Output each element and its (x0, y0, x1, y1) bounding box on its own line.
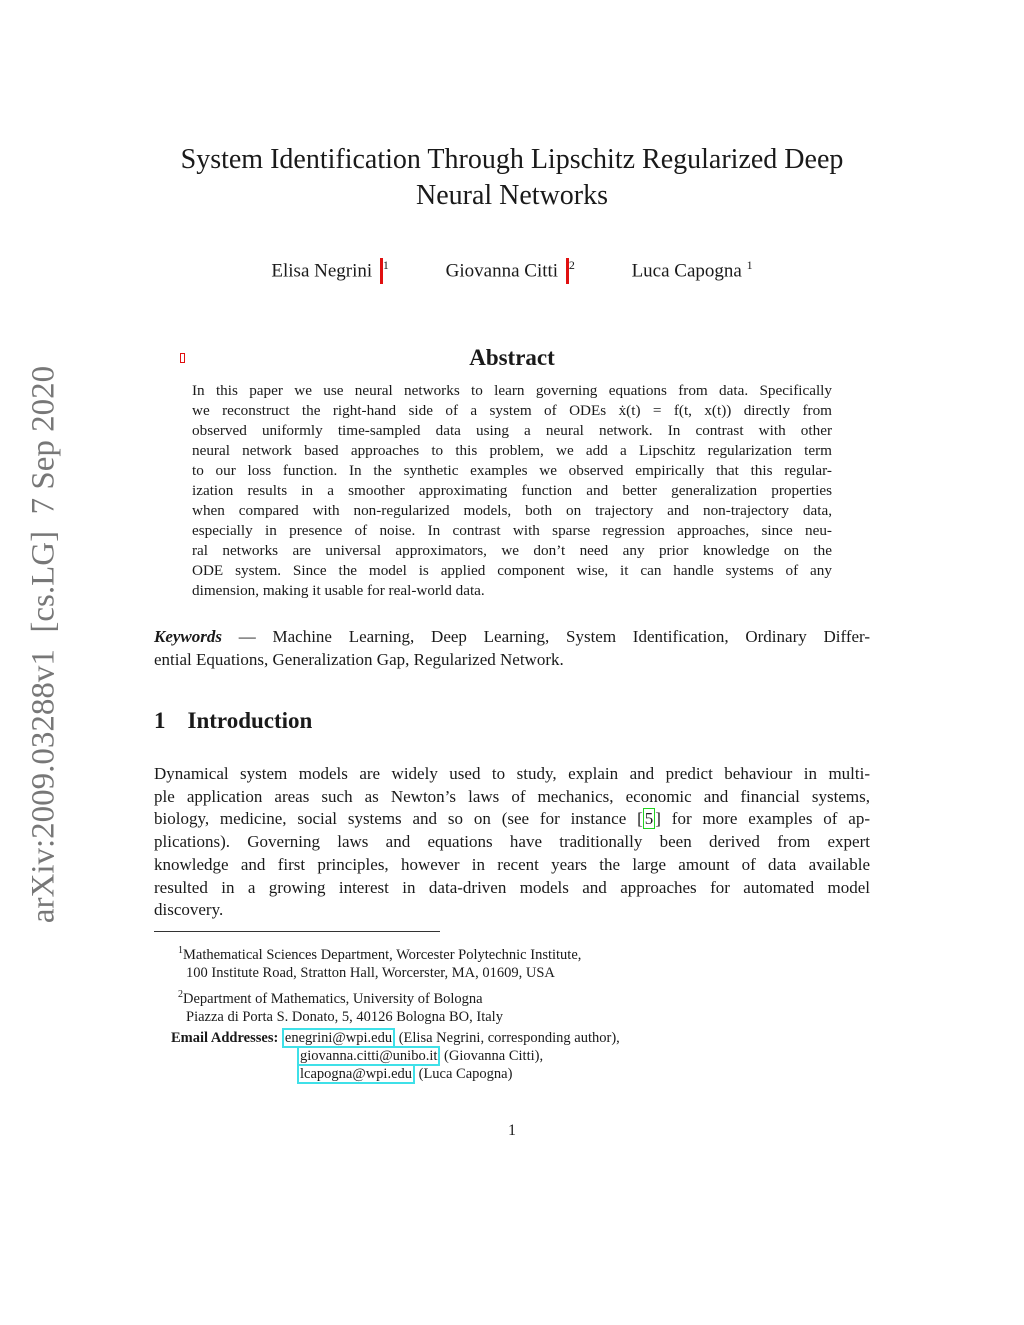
email-note: (Giovanna Citti), (444, 1048, 544, 1064)
abstract-line: observed uniformly time-sampled data using a neural network. In contrast with other (192, 422, 832, 439)
author-name: Giovanna Citti (445, 260, 559, 282)
email-addresses (171, 1029, 620, 1083)
footnote-1 (178, 942, 581, 982)
body-line: biology, medicine, social systems and so on (see for instance [ 5 ] for more examples of ap- (154, 809, 870, 829)
author (632, 258, 753, 282)
author (271, 258, 389, 284)
email-line (171, 1029, 620, 1047)
page-number: 1 (508, 1122, 516, 1139)
affiliation-mark[interactable]: 2 (568, 258, 575, 272)
email-label: Email Addresses: (171, 1030, 279, 1046)
abstract-line: In this paper we use neural networks to learn governing equations from data. Specifically (192, 382, 832, 399)
citation-link[interactable]: 5 (644, 809, 654, 829)
title-line: System Identification Through Lipschitz Regularized Deep (180, 144, 844, 175)
abstract-heading: Abstract (469, 345, 555, 370)
keywords-text: — Machine Learning, Deep Learning, System Identification, Ordinary Differ- (238, 627, 871, 646)
email-link[interactable]: enegrini@wpi.edu (282, 1028, 395, 1048)
paper-title (0, 142, 1024, 214)
abstract-line: especially in presence of noise. In contrast with sparse regression approaches, since neu- (192, 522, 832, 539)
email-note: (Elisa Negrini, corresponding author), (398, 1030, 620, 1046)
body-line: discovery. (154, 900, 224, 920)
arxiv-identifier: arXiv:2009.03288v1 [cs.LG] 7 Sep 2020 (25, 365, 62, 924)
footnote-line (178, 942, 581, 964)
footnote-mark: 1 (178, 945, 183, 956)
email-line (171, 1065, 620, 1083)
body-line: resulted in a growing interest in data-driven models and approaches for automated model (154, 877, 870, 897)
author-name: Luca Capogna (631, 260, 742, 282)
author-name: Elisa Negrini (271, 260, 373, 282)
footnote-text: 100 Institute Road, Stratton Hall, Worcerster, MA, 01609, USA (186, 964, 555, 981)
abstract-line: when compared with non-regularized models, both on trajectory and non-trajectory data, (192, 502, 832, 519)
abstract-line: to our loss function. In the synthetic examples we observed empirically that this regular- (192, 462, 832, 479)
affiliation-mark[interactable]: 1 (382, 258, 389, 272)
footnote-mark: 2 (178, 989, 183, 1000)
footnote-2 (178, 986, 503, 1026)
footnote-divider (154, 931, 440, 932)
footnote-text: Department of Mathematics, University of Bologna (183, 990, 483, 1007)
author-list (0, 258, 1024, 284)
section-title: Introduction (187, 708, 313, 733)
section-number: 1 (154, 708, 166, 733)
abstract-line: ral networks are universal approximators, we don’t need any prior knowledge on the (192, 542, 832, 559)
affiliation-mark: 1 (746, 258, 753, 272)
abstract-line: dimension, making it usable for real-world data. (192, 582, 485, 599)
title-line: Neural Networks (415, 180, 609, 211)
footnote-text: Piazza di Porta S. Donato, 5, 40126 Bologna BO, Italy (186, 1008, 503, 1025)
footnote-line (178, 986, 503, 1008)
abstract-line: neural network based approaches to this problem, we add a Lipschitz regularization term (192, 442, 832, 459)
keywords (154, 626, 870, 671)
footnote-text: Mathematical Sciences Department, Worcester Polytechnic Institute, (183, 946, 582, 963)
email-link[interactable]: giovanna.citti@unibo.it (297, 1046, 440, 1066)
abstract-line: ization results in a smoother approximating function and better generalization properties (192, 482, 832, 499)
body-line: knowledge and first principles, however in recent years the large amount of data available (154, 854, 870, 874)
author (446, 258, 575, 284)
body-line: Dynamical system models are widely used to study, explain and predict behaviour in multi- (154, 764, 870, 783)
abstract-line: we reconstruct the right-hand side of a system of ODEs ẋ(t) = f(t, x(t)) directly from (192, 402, 832, 419)
keywords-line (154, 626, 870, 649)
keywords-text: ential Equations, Generalization Gap, Regularized Network. (154, 649, 564, 669)
section-heading (154, 708, 334, 734)
email-link[interactable]: lcapogna@wpi.edu (297, 1064, 415, 1084)
body-text: biology, medicine, social systems and so on (see for instance (154, 809, 627, 829)
keywords-label: Keywords (154, 627, 222, 646)
abstract-line: ODE system. Since the model is applied component wise, it can handle systems of any (192, 562, 832, 579)
body-line: plications). Governing laws and equations have traditionally been derived from expert (154, 832, 870, 852)
body-line: ple application areas such as Newton’s laws of mechanics, economic and financial systems, (154, 786, 870, 806)
body-text: for more examples of ap- (671, 809, 870, 829)
email-note: (Luca Capogna) (418, 1066, 513, 1082)
introduction-body (154, 763, 870, 922)
email-line (171, 1047, 620, 1065)
